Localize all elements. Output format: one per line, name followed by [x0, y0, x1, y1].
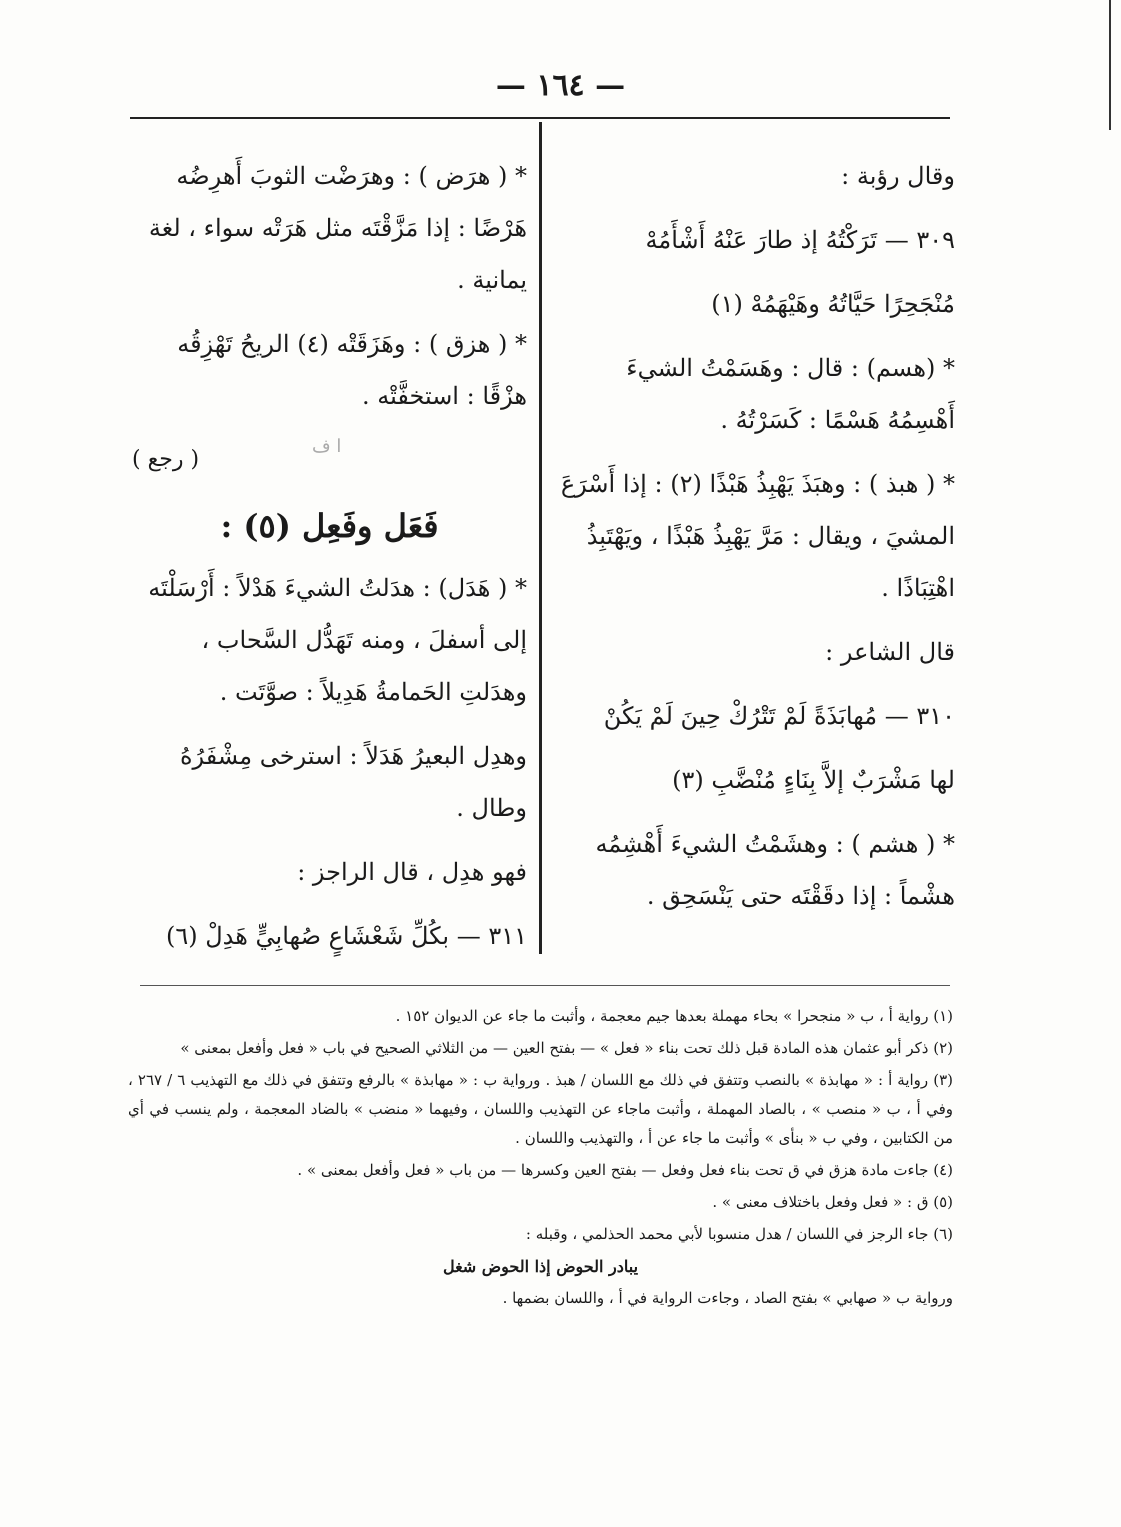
- left-column-heading: فَعَل وفَعِل (٥) :: [220, 507, 439, 545]
- column-separator: [539, 122, 542, 954]
- page-number: — ١٦٤ —: [495, 68, 626, 103]
- left-column-text: وهدِل البعيرُ هَدَلاً : استرخى مِشْفَرُهُ وطال .: [179, 742, 527, 822]
- right-column-verse2: مُنْجَحِرًا حَيَّاتُهُ وهَيْهَمُهْ (١): [711, 290, 955, 318]
- left-column-verse: ٣١١ — بكُلِّ شَعْشَاعٍ صُهابِيٍّ هَدِلْ (٦): [165, 922, 527, 950]
- left-column-text: فهو هدِل ، قال الراجز :: [297, 858, 527, 886]
- footnote-p: (٤) جاءت مادة هزق في ق تحت بناء فعل وفعل — بفتح العين وكسرها — من باب « فعل وأفعل بمعنى » .: [297, 1161, 953, 1179]
- right-column-text: * ( هشم ) : وهشَمْتُ الشيءَ أَهْشِمُه هشْماً : إذا دقَقْتَه حتى يَنْسَحِق .: [595, 830, 955, 910]
- footnote-p: ورواية ب « صهابي » بفتح الصاد ، وجاءت الرواية في أ ، واللسان بضمها .: [502, 1289, 953, 1307]
- footnote-p: (٣) رواية أ : « مهابذة » بالنصب وتتفق في ذلك مع اللسان / هبذ . ورواية ب : « مهابذة » بالرفع وتتفق في ذلك مع التهذيب ٦ / ٢٦٧ ، وفي أ ، ب « منصب » ، بالصاد المهملة ، وأثبت ماجاء عن التهذيب واللسان ، وفيهما « منضب » بالضاد المعجمة ، ولم ينسب في أي من الكتابين ، وفي ب « بنأى » وأثبت ما جاء عن أ ، والتهذيب واللسان .: [128, 1071, 953, 1147]
- footnote-p: (١) رواية أ ، ب « منجحرا » بحاء مهملة بعدها جيم معجمة ، وأثبت ما جاء عن الديوان ١٥٢ .: [395, 1007, 953, 1025]
- left-column: [132, 150, 527, 974]
- footnotes: [128, 1002, 953, 1316]
- header-rule: [130, 117, 950, 119]
- footnote-p: (٦) جاء الرجز في اللسان / هدل منسوبا لأبي محمد الحذلمي ، وقبله :: [525, 1225, 953, 1243]
- left-column-ref: ( رجع ): [132, 447, 200, 472]
- footnote-center: يبادر الحوض إذا الحوض شغل: [442, 1257, 639, 1276]
- left-column-text: * ( هزق ) : وهَزَقَتْه (٤) الريحُ تَهْزِقُه هزْقًا : استخفَّتْه .: [177, 330, 527, 410]
- right-column-verse: ٣٠٩ — تَرَكْتُهُ إذ طارَ عَنْهُ أَشْأَمُهْ: [645, 226, 955, 254]
- footnote-rule: [140, 985, 950, 986]
- right-column-verse2: لها مَشْرَبٌ إلاَّ بِنَاءٍ مُنْضَّبِ (٣): [672, 766, 955, 794]
- scan-smudge: ا ف: [312, 436, 342, 457]
- left-column-text: * ( هَدَل) : هدَلتُ الشيءَ هَدْلاً : أَرْسَلْتَه إلى أسفلَ ، ومنه تَهَدُّل السَّحاب ، وهدَلتِ الحَمامةُ هَدِيلاً : صوَّتَت .: [148, 574, 527, 706]
- right-column-text: * ( هبذ ) : وهبَذَ يَهْبِذُ هَبْذًا (٢) : إذا أَسْرَعَ المشيَ ، ويقال : مَرَّ يَهْبِذُ هَبْذًا ، ويَهْتَبِذُ اهْتِبَاذًا .: [560, 470, 955, 602]
- scan-edge-line: [1109, 0, 1111, 130]
- right-column-text: قال الشاعر :: [825, 638, 955, 666]
- footnote-p: (٥) ق : « فعل وفعل باختلاف معنى » .: [712, 1193, 953, 1211]
- right-column-text: * (هسم) : قال : وهَسَمْتُ الشيءَ أَهْسِمُهُ هَسْمًا : كَسَرْتُهُ .: [626, 354, 955, 434]
- right-column-text: وقال رؤبة :: [841, 162, 955, 190]
- right-column-verse: ٣١٠ — مُهابَذَةً لَمْ تَتْرُكْ حِينَ لَمْ يَكُنْ: [603, 702, 955, 730]
- left-column-text: * ( هرَض ) : وهرَضْت الثوبَ أَهرِضُه هَرْضًا : إذا مَزَّقْتَه مثل هَرَتْه سواء ، لغة يمانية .: [148, 162, 527, 294]
- footnote-p: (٢) ذكر أبو عثمان هذه المادة قبل ذلك تحت بناء « فعل » — بفتح العين — من الثلاثي الصحيح في باب « فعل وأفعل بمعنى »: [180, 1039, 953, 1057]
- right-column: [555, 150, 955, 934]
